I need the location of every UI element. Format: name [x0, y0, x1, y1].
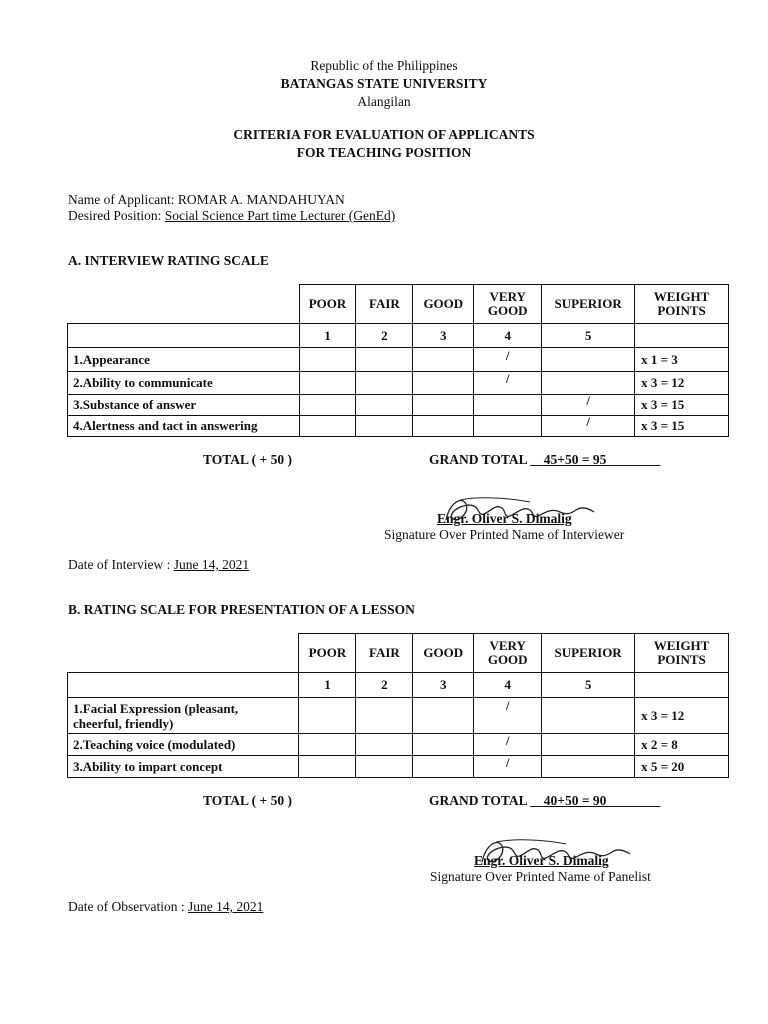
desired-position-line: [68, 208, 395, 224]
weight-value: x 1 = 3: [635, 348, 729, 372]
interview-date-label: Date of Interview :: [68, 557, 174, 572]
panelist-name: Engr. Oliver S. Dimalig: [474, 853, 609, 868]
weight-value: x 3 = 15: [635, 416, 729, 437]
grand-total-value: 40+50 = 90: [543, 793, 607, 808]
document-title-line1: CRITERIA FOR EVALUATION OF APPLICANTS: [233, 127, 535, 142]
interviewer-name: Engr. Oliver S. Dimalig: [437, 511, 572, 526]
col-fair: FAIR: [356, 285, 413, 324]
col-good: GOOD: [413, 634, 474, 673]
table-row: [68, 416, 729, 437]
col-very-good: VERY GOOD: [474, 285, 542, 324]
col-superior: SUPERIOR: [542, 634, 635, 673]
criterion-label: 3.Ability to impart concept: [68, 756, 299, 778]
scale-5: 5: [542, 324, 635, 348]
criterion-label: 4.Alertness and tact in answering: [68, 416, 300, 437]
lesson-rating-table: [67, 633, 729, 778]
check-mark: /: [586, 414, 590, 429]
check-mark: /: [505, 371, 510, 386]
table-row: [68, 734, 729, 756]
check-mark: /: [586, 393, 590, 408]
weight-value: x 3 = 12: [635, 698, 729, 734]
scale-3: 3: [413, 324, 474, 348]
col-superior: SUPERIOR: [542, 285, 635, 324]
section-b-title: B. RATING SCALE FOR PRESENTATION OF A LESSON: [68, 602, 415, 617]
weight-value: x 3 = 15: [635, 395, 729, 416]
observation-date-line: [68, 899, 263, 915]
table-row: [68, 756, 729, 778]
criterion-label: 2.Ability to communicate: [68, 372, 300, 395]
col-weight-points: WEIGHT POINTS: [635, 634, 729, 673]
grand-total-value: 45+50 = 95: [543, 452, 607, 467]
observation-date: June 14, 2021: [187, 899, 264, 914]
section-b-total: TOTAL ( + 50 ): [203, 793, 292, 808]
scale-1: 1: [299, 324, 356, 348]
university-name: BATANGAS STATE UNIVERSITY: [280, 76, 488, 91]
section-a-total: TOTAL ( + 50 ): [203, 452, 292, 467]
col-weight-points: WEIGHT POINTS: [635, 285, 729, 324]
table-row: [68, 698, 729, 734]
scale-4: 4: [474, 324, 542, 348]
scale-5: 5: [542, 673, 635, 698]
col-poor: POOR: [299, 634, 356, 673]
observation-date-label: Date of Observation :: [68, 899, 188, 914]
desired-position: Social Science Part time Lecturer (GenEd): [164, 208, 396, 223]
col-good: GOOD: [413, 285, 474, 324]
scale-4: 4: [474, 673, 542, 698]
country-line: Republic of the Philippines: [310, 58, 458, 73]
col-very-good: VERY GOOD: [474, 634, 542, 673]
applicant-name-line: [68, 192, 345, 208]
table-row: [68, 348, 729, 372]
table-row: [68, 395, 729, 416]
interview-date: June 14, 2021: [173, 557, 250, 572]
col-poor: POOR: [299, 285, 356, 324]
scale-2: 2: [356, 673, 413, 698]
check-mark: /: [505, 698, 510, 713]
scale-3: 3: [413, 673, 474, 698]
scale-1: 1: [299, 673, 356, 698]
applicant-name-label: Name of Applicant:: [68, 192, 178, 207]
check-mark: /: [505, 754, 510, 770]
col-fair: FAIR: [356, 634, 413, 673]
criterion-label: 1.Appearance: [68, 348, 300, 372]
interview-rating-table: [67, 284, 729, 437]
weight-value: x 5 = 20: [635, 756, 729, 778]
check-mark: /: [505, 347, 510, 363]
campus-name: Alangilan: [357, 94, 411, 109]
criterion-label: 3.Substance of answer: [68, 395, 300, 416]
section-a-grand-total: GRAND TOTAL __45+50 = 95________: [429, 452, 661, 467]
scale-2: 2: [356, 324, 413, 348]
interview-date-line: [68, 557, 249, 573]
document-title-line2: FOR TEACHING POSITION: [296, 145, 472, 160]
applicant-name: ROMAR A. MANDAHUYAN: [177, 192, 345, 207]
interviewer-signature-caption: Signature Over Printed Name of Interviewer: [384, 527, 625, 542]
section-b-grand-total: GRAND TOTAL __40+50 = 90________: [429, 793, 661, 808]
desired-position-label: Desired Position:: [68, 208, 165, 223]
criterion-label: 2.Teaching voice (modulated): [68, 734, 299, 756]
table-row: [68, 372, 729, 395]
panelist-signature-caption: Signature Over Printed Name of Panelist: [430, 869, 651, 884]
weight-value: x 3 = 12: [635, 372, 729, 395]
section-a-title: A. INTERVIEW RATING SCALE: [68, 253, 269, 268]
criterion-label: 1.Facial Expression (pleasant, cheerful, friendly): [68, 698, 299, 734]
weight-value: x 2 = 8: [635, 734, 729, 756]
check-mark: /: [505, 732, 510, 748]
